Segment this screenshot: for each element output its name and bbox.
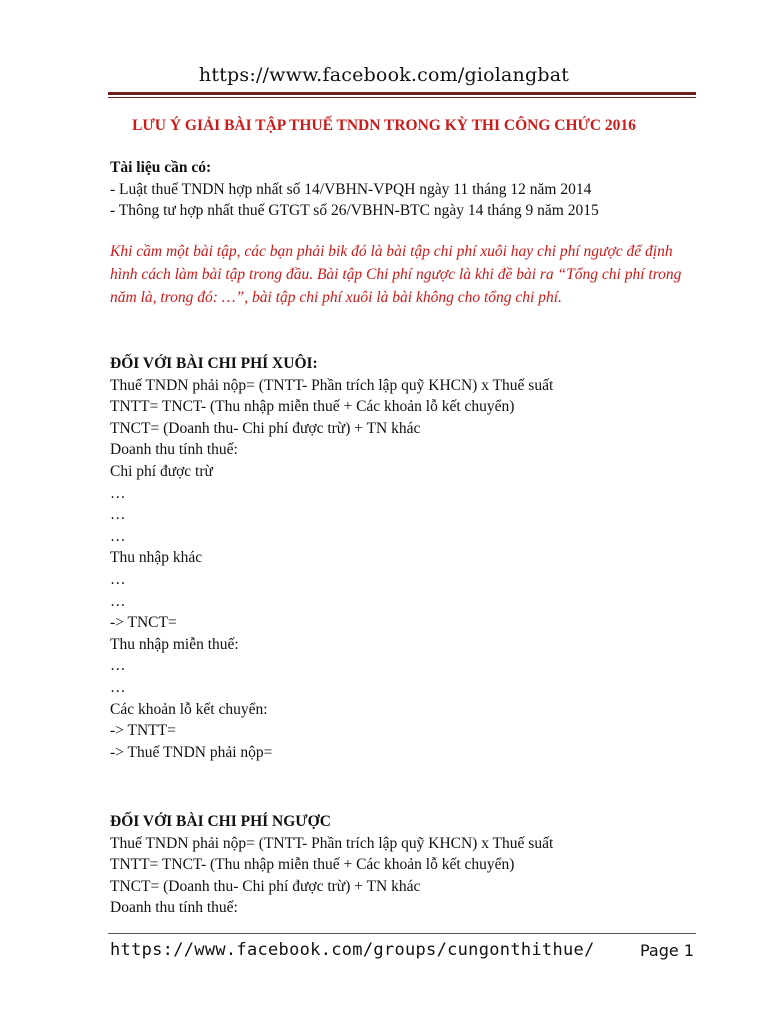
forward-line: … xyxy=(110,570,126,588)
forward-line: Chi phí được trừ xyxy=(110,462,213,480)
reverse-section xyxy=(110,811,710,919)
reverse-line: TNCT= (Doanh thu- Chi phí được trừ) + TN khác xyxy=(110,877,421,895)
forward-line: -> TNCT= xyxy=(110,614,177,632)
reverse-line: TNTT= TNCT- (Thu nhập miễn thuế + Các khoản lỗ kết chuyển) xyxy=(110,856,515,874)
forward-line: … xyxy=(110,678,126,696)
forward-line: TNTT= TNCT- (Thu nhập miễn thuế + Các khoản lỗ kết chuyển) xyxy=(110,398,515,416)
materials-heading: Tài liệu cần có: xyxy=(110,159,212,176)
reverse-line: Doanh thu tính thuế: xyxy=(110,899,238,917)
header-url[interactable]: https://www.facebook.com/giolangbat xyxy=(198,64,570,86)
footer-url[interactable]: https://www.facebook.com/groups/cungonthithue/ xyxy=(110,940,595,960)
forward-section xyxy=(110,353,710,763)
forward-line: -> TNTT= xyxy=(110,722,176,740)
forward-line: … xyxy=(110,484,126,502)
forward-line: Các khoản lỗ kết chuyển: xyxy=(110,700,268,718)
materials-section xyxy=(110,157,710,222)
document-title: LƯU Ý GIẢI BÀI TẬP THUẾ TNDN TRONG KỲ THI CÔNG CHỨC 2016 xyxy=(132,117,636,134)
reverse-heading: ĐỐI VỚI BÀI CHI PHÍ NGƯỢC xyxy=(110,813,331,830)
forward-line: … xyxy=(110,506,126,524)
forward-line: -> Thuế TNDN phải nộp= xyxy=(110,743,273,761)
forward-line: Thu nhập miễn thuế: xyxy=(110,635,239,653)
forward-line: Doanh thu tính thuế: xyxy=(110,441,238,459)
instruction-note: Khi cầm một bài tập, các bạn phải bik đó là bài tập chi phí xuôi hay chi phí ngược để định hình cách làm bài tập trong đầu. Bài tập Chi phí ngược là khi đề bài ra “Tổng chi phí trong năm là, trong đó: …”, bài tập chi phí xuôi là bài không cho tổng chi phí. xyxy=(110,243,682,306)
materials-item: - Luật thuế TNDN hợp nhất số 14/VBHN-VPQH ngày 11 tháng 12 năm 2014 xyxy=(110,180,592,198)
forward-line: TNCT= (Doanh thu- Chi phí được trừ) + TN khác xyxy=(110,419,421,437)
forward-line: … xyxy=(110,527,126,545)
forward-line: Thuế TNDN phải nộp= (TNTT- Phần trích lập quỹ KHCN) x Thuế suất xyxy=(110,376,554,394)
reverse-line: Thuế TNDN phải nộp= (TNTT- Phần trích lập quỹ KHCN) x Thuế suất xyxy=(110,834,554,852)
forward-line: … xyxy=(110,592,126,610)
footer-divider xyxy=(108,933,696,934)
forward-line: … xyxy=(110,657,126,675)
forward-line: Thu nhập khác xyxy=(110,549,203,567)
header-divider xyxy=(108,92,696,98)
materials-item: - Thông tư hợp nhất thuế GTGT số 26/VBHN-BTC ngày 14 tháng 9 năm 2015 xyxy=(110,202,599,220)
forward-heading: ĐỐI VỚI BÀI CHI PHÍ XUÔI: xyxy=(110,355,318,372)
page-number: Page 1 xyxy=(640,941,694,960)
